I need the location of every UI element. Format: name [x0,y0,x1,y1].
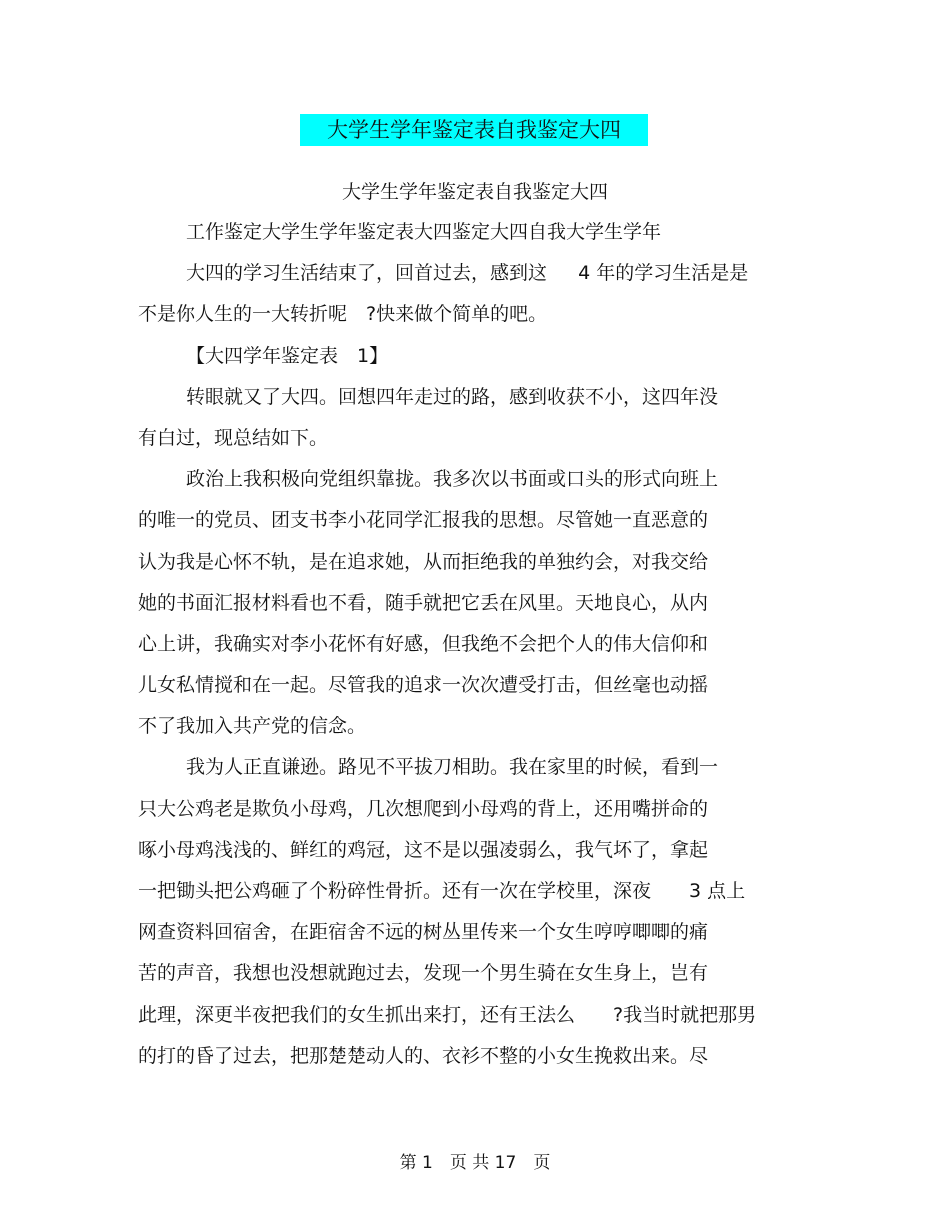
body-line: 她的书面汇报材料看也不看，随手就把它丢在风里。天地良心，从内 [138,591,709,614]
body-line: 认为我是心怀不轨，是在追求她，从而拒绝我的单独约会，对我交给 [138,550,709,573]
body-line: 【大四学年鉴定表 1】 [186,344,389,367]
body-line: 大四的学习生活结束了，回首过去，感到这 4 年的学习生活是是 [186,262,749,285]
body-line: 不是你人生的一大转折呢 ?快来做个简单的吧。 [138,303,548,326]
body-line: 我为人正直谦逊。路见不平拔刀相助。我在家里的时候，看到一 [186,756,719,779]
document-body [138,212,818,1077]
body-line: 此理，深更半夜把我们的女生抓出来打，还有王法么 ?我当时就把那男 [138,1003,757,1026]
highlighted-title: 大学生学年鉴定表自我鉴定大四 [300,114,648,146]
body-line: 苦的声音，我想也没想就跑过去，发现一个男生骑在女生身上，岂有 [138,962,709,985]
body-line: 转眼就又了大四。回想四年走过的路，感到收获不小，这四年没 [186,385,719,408]
body-line: 有白过，现总结如下。 [138,426,329,449]
body-line: 儿女私情搅和在一起。尽管我的追求一次次遭受打击，但丝毫也动摇 [138,674,709,697]
body-line: 心上讲，我确实对李小花怀有好感，但我绝不会把个人的伟大信仰和 [138,632,709,655]
body-line: 一把锄头把公鸡砸了个粉碎性骨折。还有一次在学校里，深夜 3 点上 [138,880,746,902]
document-subtitle: 大学生学年鉴定表自我鉴定大四 [341,181,608,203]
body-line: 不了我加入共产党的信念。 [138,715,367,738]
body-line: 只大公鸡老是欺负小母鸡，几次想爬到小母鸡的背上，还用嘴拼命的 [138,797,709,820]
body-line: 网查资料回宿舍，在距宿舍不远的树丛里传来一个女生哼哼唧唧的痛 [138,921,709,944]
body-line: 的打的昏了过去，把那楚楚动人的、衣衫不整的小女生挽救出来。尽 [138,1044,709,1067]
body-line: 啄小母鸡浅浅的、鲜红的鸡冠，这不是以强凌弱么，我气坏了，拿起 [138,838,709,861]
page-footer: 第 1 页 共 17 页 [399,1153,551,1173]
body-line: 工作鉴定大学生学年鉴定表大四鉴定大四自我大学生学年 [186,221,662,243]
body-line: 的唯一的党员、团支书李小花同学汇报我的思想。尽管她一直恶意的 [138,509,709,532]
body-line: 政治上我积极向党组织靠拢。我多次以书面或口头的形式向班上 [186,468,719,491]
